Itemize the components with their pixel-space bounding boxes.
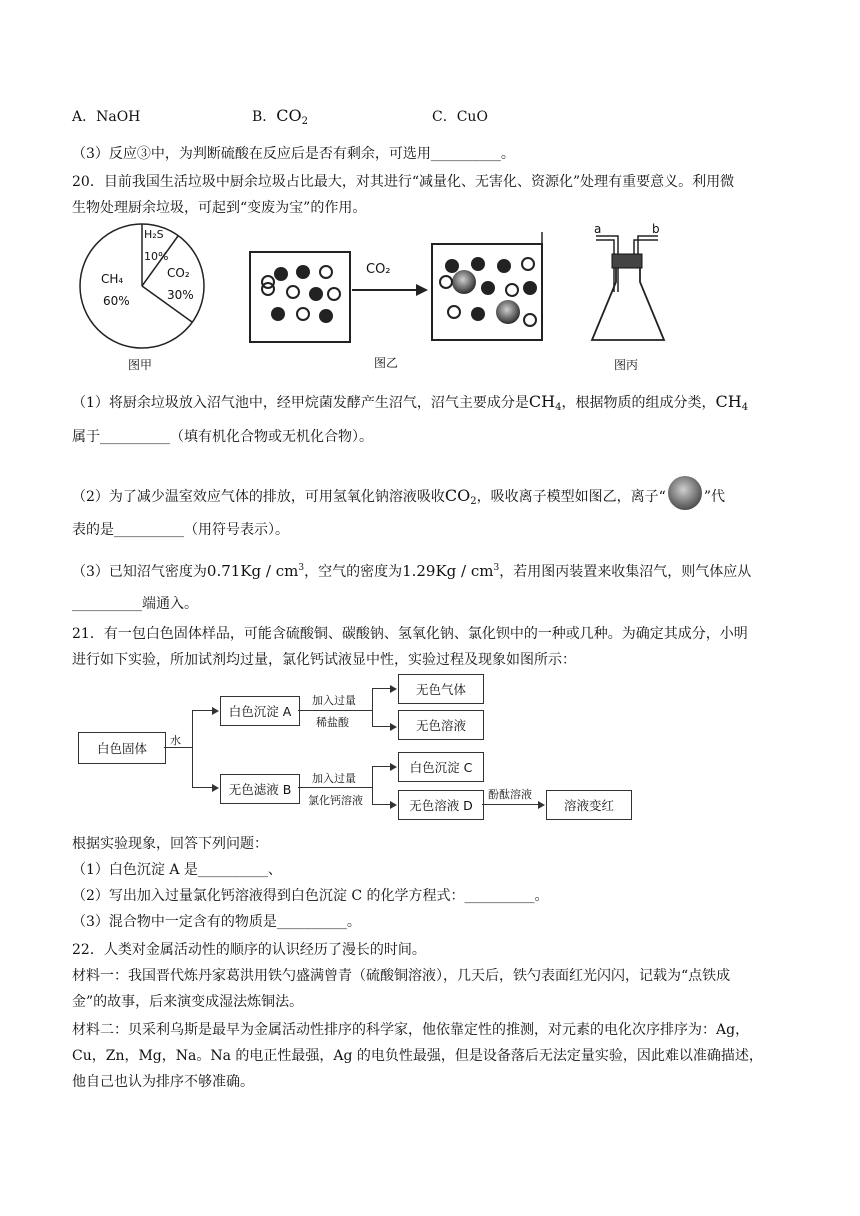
q21-intro-2: 进行如下实验，所加试剂均过量，氯化钙试液显中性，实验过程及现象如图所示：	[72, 652, 576, 668]
arrow-label-co2: CO₂	[366, 262, 391, 277]
caption-bing: 图丙	[614, 358, 639, 372]
slice-label-co2: CO₂	[167, 266, 190, 280]
node-colorless-solution: 无色溶液	[398, 710, 484, 740]
caption-jia: 图甲	[128, 358, 153, 372]
q21-part1: （1）白色沉淀 A 是__________、	[72, 862, 282, 878]
figure-yi-ion-model	[248, 224, 558, 374]
q20-part1-line1: （1）将厨余垃圾放入沼气池中，经甲烷菌发酵产生沼气，沼气主要成分是$CH_4$，根据物质的组成分类，$CH_4$	[72, 392, 749, 413]
q22-material2-line1: 材料二：贝采利乌斯是最早为金属活动性排序的科学家，他依靠定性的推测，对元素的电化次序排序为：Ag，	[72, 1022, 750, 1038]
q22-material1-line2: 金”的故事，后来演变成湿法炼铜法。	[72, 994, 304, 1010]
q20-intro-1: 20．目前我国生活垃圾中厨余垃圾占比最大，对其进行“减量化、无害化、资源化”处理有重要意义。利用微	[72, 174, 735, 190]
slice-pct-ch4: 60%	[103, 294, 130, 308]
slice-pct-co2: 30%	[167, 288, 194, 302]
q21-intro-1: 21．有一包白色固体样品，可能含硫酸铜、碳酸钠、氢氧化钠、氯化钡中的一种或几种。为确定其成分，小明	[72, 626, 748, 642]
label-water: 水	[170, 734, 181, 747]
q21-part3: （3）混合物中一定含有的物质是__________。	[72, 914, 361, 930]
q19-part3: （3）反应③中，为判断硫酸在反应后是否有剩余，可选用__________。	[72, 146, 515, 162]
node-solution-d: 无色溶液 D	[398, 790, 484, 820]
node-white-solid: 白色固体	[78, 732, 166, 764]
q20-part2-line2: 表的是__________（用符号表示）。	[72, 522, 289, 538]
node-turns-red: 溶液变红	[546, 790, 632, 820]
q20-part1-line2: 属于__________（填有机化合物或无机化合物）。	[72, 429, 373, 445]
label-add-excess-1: 加入过量	[312, 694, 356, 707]
label-add-excess-2: 加入过量	[312, 772, 356, 785]
node-colorless-gas: 无色气体	[398, 674, 484, 704]
q22-material2-line2: Cu，Zn，Mg，Na。Na 的电正性最强，Ag 的电负性最强，但是设备落后无法定量实验，因此难以准确描述，	[72, 1048, 763, 1064]
q21-lead: 根据实验现象，回答下列问题：	[72, 836, 268, 852]
label-phenolphthalein: 酚酞溶液	[488, 788, 532, 801]
slice-label-ch4: CH₄	[101, 272, 124, 286]
q21-part2: （2）写出加入过量氯化钙溶液得到白色沉淀 C 的化学方程式：__________。	[72, 888, 549, 904]
q20-part3-line2: __________端通入。	[72, 596, 198, 612]
q20-part3-line1: （3）已知沼气密度为$0.71Kg / cm^3$，空气的密度为$1.29Kg / cm^3$，若用图丙装置来收集沼气，则气体应从	[72, 562, 752, 580]
caption-yi: 图乙	[374, 356, 399, 370]
option-c: C．CuO	[432, 109, 488, 125]
figure-jia-pie	[74, 222, 214, 372]
q20-part2-line1: （2）为了减少温室效应气体的排放，可用氢氧化钠溶液吸收$CO_2$，吸收离子模型如图乙，离子“ ”代	[72, 484, 725, 512]
figure-bing-flask	[586, 222, 696, 374]
q21-flowchart	[78, 672, 638, 824]
node-precip-a: 白色沉淀 A	[220, 696, 300, 726]
port-a-label: a	[594, 222, 602, 236]
label-dilute-hcl: 稀盐酸	[316, 716, 349, 729]
q22-material2-line3: 他自己也认为排序不够准确。	[72, 1074, 254, 1090]
option-b: B．$CO_2$	[252, 106, 309, 127]
slice-label-h2s: H₂S	[144, 228, 164, 241]
ion-icon	[668, 476, 702, 510]
q20-intro-2: 生物处理厨余垃圾，可起到“变废为宝”的作用。	[72, 200, 367, 216]
q22-material1-line1: 材料一：我国晋代炼丹家葛洪用铁勺盛满曾青（硫酸铜溶液），几天后，铁勺表面红光闪闪，记载为“点铁成	[72, 968, 731, 984]
slice-pct-h2s: 10%	[144, 250, 169, 263]
port-b-label: b	[652, 222, 660, 236]
label-cacl2: 氯化钙溶液	[308, 794, 363, 807]
q22-intro: 22．人类对金属活动性的顺序的认识经历了漫长的时间。	[72, 942, 426, 958]
option-a: A．NaOH	[72, 109, 141, 125]
node-filtrate-b: 无色滤液 B	[220, 774, 300, 804]
node-precip-c: 白色沉淀 C	[398, 752, 484, 782]
